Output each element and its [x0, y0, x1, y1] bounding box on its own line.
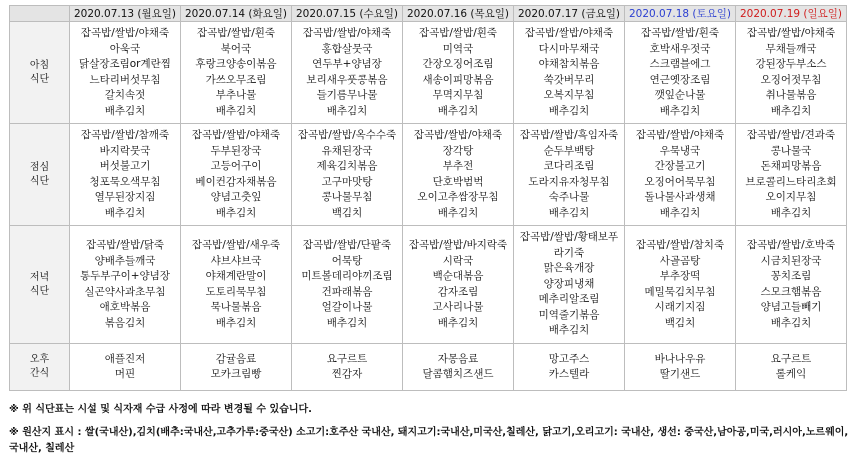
menu-item: 돈채피망볶음: [760, 160, 822, 172]
menu-item: 맑은육개장: [543, 262, 595, 275]
meal-label-line: 식단: [29, 73, 50, 85]
menu-item: 무멱지무침: [432, 89, 484, 101]
menu-item: 양념고들빼기: [760, 301, 822, 313]
menu-cell: [292, 344, 403, 391]
meal-label-line: 아침: [29, 59, 50, 71]
menu-item: 야채참치볶음: [538, 58, 600, 70]
menu-item: 잡곡밥/쌀밥/야채죽: [524, 27, 614, 39]
menu-item: 새송이피망볶음: [422, 73, 494, 86]
menu-item: 콩나물무침: [321, 191, 373, 203]
menu-item: 달콤햄치즈샌드: [422, 368, 494, 380]
menu-item: 미역줄기볶음: [538, 308, 600, 321]
menu-item: 바지락뭇국: [99, 144, 151, 157]
menu-cell: [403, 22, 514, 124]
menu-item: 메밀묵김치무침: [644, 285, 716, 298]
menu-item: 베이컨감자채볶음: [195, 175, 277, 188]
date-header: 2020.07.17 (금요일): [514, 6, 625, 22]
menu-item: 샤브샤브국: [210, 254, 262, 267]
meal-label: [10, 344, 70, 391]
menu-item: 양념고춧잎: [210, 191, 262, 203]
menu-item: 오복지무침: [543, 89, 595, 101]
menu-item: 부추전: [442, 160, 474, 172]
menu-cell: [625, 226, 736, 344]
menu-item: 사골곰탕: [659, 254, 701, 267]
menu-item: 오징어어묵무침: [644, 175, 716, 188]
menu-cell: [403, 226, 514, 344]
menu-item: 미역국: [442, 42, 474, 55]
menu-item: 부추나물: [215, 89, 257, 101]
header-row: [10, 6, 847, 22]
menu-item: 배추김치: [104, 206, 146, 219]
menu-item: 고등어구이: [210, 160, 262, 172]
meal-label: [10, 22, 70, 124]
menu-item: 배추김치: [326, 104, 368, 117]
menu-item: 롤케익: [775, 368, 807, 380]
menu-item: 시금치된장국: [760, 254, 822, 267]
menu-cell: [292, 124, 403, 226]
menu-item: 감귤음료: [215, 352, 257, 365]
menu-cell: [625, 124, 736, 226]
meal-label-line: 점심: [29, 161, 50, 173]
menu-item: 우묵냉국: [659, 144, 701, 157]
menu-cell: [181, 344, 292, 391]
menu-item: 장각탕: [442, 144, 474, 157]
menu-item: 잡곡밥/쌀밥/야채죽: [191, 129, 281, 141]
menu-item: 오이지무침: [765, 191, 817, 203]
menu-item: 라기죽: [553, 246, 585, 259]
menu-item: 잡곡밥/쌀밥/닭죽: [85, 239, 165, 251]
menu-cell: [403, 344, 514, 391]
menu-item: 배추김치: [326, 316, 368, 329]
menu-cell: [625, 22, 736, 124]
menu-item: 잡곡밥/쌀밥/호박죽: [746, 239, 836, 251]
menu-item: 잡곡밥/쌀밥/흰죽: [640, 27, 720, 39]
menu-item: 브로콜리느타리초회: [745, 175, 837, 188]
menu-item: 열무된장지짐: [94, 191, 156, 203]
menu-item: 잡곡밥/쌀밥/야채죽: [746, 27, 836, 39]
meal-label-line: 저녁: [29, 271, 50, 283]
menu-item: 제육김치볶음: [316, 160, 378, 172]
menu-item: 잡곡밥/쌀밥/흰죽: [196, 27, 276, 39]
menu-item: 돌나물사과생채: [644, 191, 716, 203]
menu-item: 카스텔라: [548, 368, 590, 380]
menu-item: 쑥갓버무리: [543, 73, 595, 86]
menu-item: 애플진저: [104, 352, 146, 365]
menu-item: 잡곡밥/쌀밥/흑임자죽: [519, 129, 619, 141]
menu-item: 배추김치: [770, 104, 812, 117]
menu-item: 백김치: [331, 206, 363, 219]
menu-cell: [736, 22, 847, 124]
menu-item: 순두부백탕: [543, 144, 595, 157]
menu-item: 바나나우유: [654, 352, 706, 365]
menu-item: 딸기샌드: [659, 368, 701, 380]
menu-item: 잡곡밥/쌀밥/야채죽: [413, 129, 503, 141]
menu-cell: [70, 344, 181, 391]
menu-item: 오징어젓무침: [760, 73, 822, 86]
meal-label: [10, 226, 70, 344]
meal-label-line: 식단: [29, 175, 50, 187]
menu-cell: [514, 124, 625, 226]
menu-item: 메추리알조림: [538, 293, 600, 306]
menu-item: 고사리나물: [432, 301, 484, 313]
weekly-meal-table: [9, 5, 847, 391]
menu-cell: [292, 226, 403, 344]
menu-item: 어묵탕: [331, 254, 363, 267]
menu-cell: [736, 226, 847, 344]
menu-cell: [514, 22, 625, 124]
meal-label: [10, 124, 70, 226]
menu-item: 연근옛장조림: [649, 73, 711, 86]
menu-item: 잡곡밥/쌀밥/야채죽: [302, 27, 392, 39]
menu-item: 건파래볶음: [321, 285, 373, 298]
menu-item: 갈치속젓: [104, 89, 146, 101]
menu-item: 감자조림: [437, 285, 479, 298]
menu-item: 백순대볶음: [432, 270, 484, 282]
menu-item: 잡곡밥/쌀밥/야채죽: [80, 27, 170, 39]
menu-item: 고구마맛탕: [321, 175, 373, 188]
menu-item: 찐감자: [331, 368, 363, 380]
menu-item: 다시마무채국: [538, 42, 600, 55]
menu-item: 양배추들깨국: [94, 254, 156, 267]
menu-item: 도토리묵무침: [205, 285, 267, 298]
menu-cell: [181, 124, 292, 226]
menu-item: 요구르트: [770, 352, 812, 365]
menu-item: 잡곡밥/쌀밥/견과죽: [746, 129, 836, 141]
menu-item: 배추김치: [548, 104, 590, 117]
menu-cell: [514, 226, 625, 344]
menu-item: 묵나물볶음: [210, 301, 262, 313]
menu-item: 숙주나물: [548, 191, 590, 203]
menu-item: 볶음김치: [104, 316, 146, 329]
menu-item: 모카크림빵: [210, 368, 262, 380]
menu-cell: [70, 124, 181, 226]
menu-item: 잡곡밥/쌀밥/옥수수죽: [297, 129, 397, 141]
date-header-saturday: 2020.07.18 (토요일): [625, 6, 736, 22]
menu-item: 시래기지짐: [654, 301, 706, 313]
menu-item: 배추김치: [215, 206, 257, 219]
menu-item: 배추김치: [104, 104, 146, 117]
menu-item: 배추김치: [770, 206, 812, 219]
menu-item: 호박새우젓국: [649, 42, 711, 55]
menu-item: 요구르트: [326, 352, 368, 365]
menu-item: 애호박볶음: [99, 301, 151, 313]
menu-item: 스모크햄볶음: [760, 285, 822, 298]
date-header: 2020.07.13 (월요일): [70, 6, 181, 22]
menu-item: 두부된장국: [210, 144, 262, 157]
meal-row-d: [10, 226, 847, 344]
notice-origin: ※ 원산지 표시 : 쌀(국내산),김치(배추:국내산,고추가루:중국산) 소고기:호주산 국내산, 돼지고기:국내산,미국산,칠레산, 닭고기,오리고기: 국내산, 생선: 중국산,남아공,미국,러시아,노르웨이,국내산, 칠레산: [9, 427, 849, 454]
menu-cell: [70, 226, 181, 344]
menu-item: 야채계란말이: [205, 270, 267, 282]
menu-item: 얼갈이나물: [321, 301, 373, 313]
menu-item: 잡곡밥/쌀밥/야채죽: [635, 129, 725, 141]
menu-item: 버섯불고기: [99, 160, 151, 172]
menu-cell: [403, 124, 514, 226]
corner-cell: [10, 6, 70, 22]
meal-row-b: [10, 22, 847, 124]
menu-item: 배추김치: [437, 104, 479, 117]
menu-item: 청포묵오색무침: [89, 175, 161, 188]
menu-cell: [514, 344, 625, 391]
menu-item: 잡곡밥/쌀밥/바지락죽: [408, 239, 508, 251]
date-header-sunday: 2020.07.19 (일요일): [736, 6, 847, 22]
menu-item: 망고주스: [548, 352, 590, 365]
menu-item: 스크램블에그: [649, 58, 711, 70]
menu-item: 통두부구이+양념장: [80, 270, 170, 282]
menu-item: 미트볼데리야끼조림: [301, 270, 393, 282]
menu-item: 배추김치: [659, 104, 701, 117]
menu-item: 오이고추쌈장무침: [417, 191, 499, 203]
menu-item: 느타리버섯무침: [89, 73, 161, 86]
menu-item: 강된장두부소스: [755, 58, 827, 70]
menu-item: 취나물볶음: [765, 89, 817, 101]
menu-item: 백김치: [664, 316, 696, 329]
meal-row-s: [10, 344, 847, 391]
date-header: 2020.07.16 (목요일): [403, 6, 514, 22]
menu-item: 양장피냉채: [543, 277, 595, 290]
date-header: 2020.07.15 (수요일): [292, 6, 403, 22]
meal-label-line: 오후: [29, 354, 50, 365]
menu-item: 유채된장국: [321, 144, 373, 157]
menu-item: 배추김치: [437, 316, 479, 329]
menu-item: 머핀: [114, 368, 136, 380]
menu-item: 아욱국: [109, 42, 141, 55]
menu-item: 후랑크양송이볶음: [195, 58, 277, 70]
menu-item: 깻잎순나물: [654, 89, 706, 101]
meal-row-l: [10, 124, 847, 226]
menu-item: 간장불고기: [654, 160, 706, 172]
menu-cell: [292, 22, 403, 124]
menu-cell: [625, 344, 736, 391]
menu-item: 들기름무나물: [316, 89, 378, 101]
menu-cell: [181, 22, 292, 124]
notice-change: ※ 위 식단표는 시설 및 식자재 수급 사정에 따라 변경될 수 있습니다.: [9, 404, 312, 415]
menu-item: 배추김치: [215, 316, 257, 329]
menu-item: 잡곡밥/쌀밥/단팥죽: [302, 239, 392, 251]
menu-cell: [70, 22, 181, 124]
meal-label-line: 간식: [29, 368, 50, 379]
menu-item: 꽁치조림: [770, 270, 812, 282]
menu-item: 코다리조림: [543, 160, 595, 172]
menu-item: 닭살장조림or계란찜: [79, 58, 171, 70]
menu-item: 배추김치: [215, 104, 257, 117]
menu-item: 북어국: [220, 42, 252, 55]
meal-label-line: 식단: [29, 285, 50, 297]
menu-item: 잡곡밥/쌀밥/새우죽: [191, 239, 281, 251]
menu-item: 단호박범벅: [432, 175, 484, 188]
menu-cell: [736, 124, 847, 226]
menu-cell: [181, 226, 292, 344]
menu-item: 간장오징어조림: [422, 58, 494, 70]
menu-item: 연두부+양념장: [312, 58, 382, 70]
menu-item: 가쓰오무조림: [205, 73, 267, 86]
menu-item: 도라지유자청무침: [528, 175, 610, 188]
menu-item: 잡곡밥/쌀밥/황태보푸: [519, 231, 619, 244]
menu-item: 시락국: [442, 254, 474, 267]
menu-item: 배추김치: [770, 316, 812, 329]
menu-item: 잡곡밥/쌀밥/참깨죽: [80, 129, 170, 141]
menu-item: 실곤약사과초무침: [84, 285, 166, 298]
menu-item: 잡곡밥/쌀밥/참치죽: [635, 239, 725, 251]
menu-item: 콩나물국: [770, 144, 812, 157]
menu-item: 배추김치: [548, 324, 590, 337]
menu-item: 무채들깨국: [765, 42, 817, 55]
menu-item: 배추김치: [548, 206, 590, 219]
date-header: 2020.07.14 (화요일): [181, 6, 292, 22]
menu-item: 자몽음료: [437, 352, 479, 365]
menu-item: 보리새우풋콩볶음: [306, 73, 388, 86]
menu-item: 홍합살뭇국: [321, 42, 373, 55]
menu-item: 배추김치: [437, 206, 479, 219]
menu-item: 부추장떡: [659, 270, 701, 282]
menu-item: 잡곡밥/쌀밥/흰죽: [418, 27, 498, 39]
menu-item: 배추김치: [659, 206, 701, 219]
menu-cell: [736, 344, 847, 391]
